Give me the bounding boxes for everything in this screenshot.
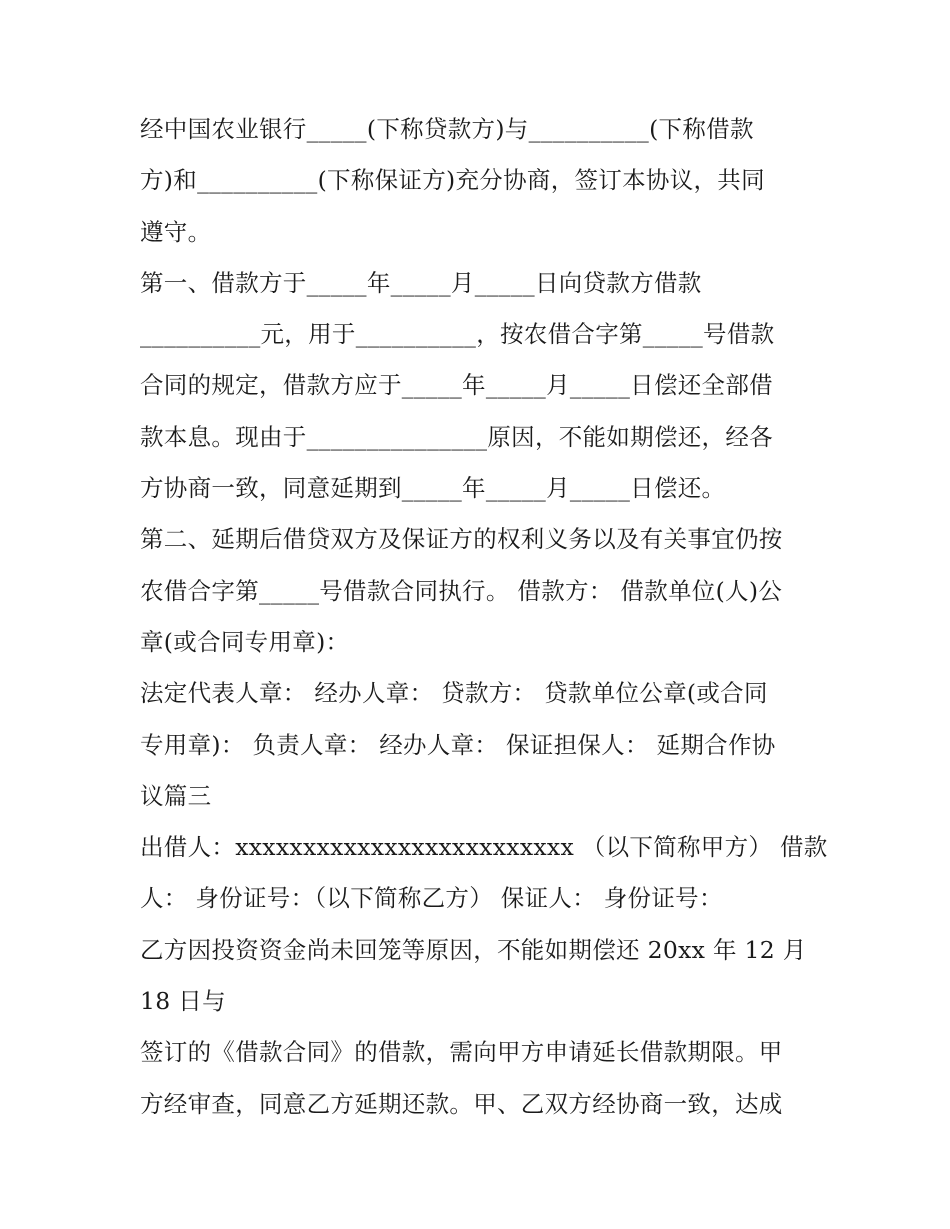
text-line: 18 日与 — [140, 987, 226, 1016]
text-line: 议篇三 — [140, 781, 212, 810]
text-line: 章(或合同专用章)： — [140, 627, 350, 656]
text-line: 农借合字第_____号借款合同执行。 借款方： 借款单位(人)公 — [140, 576, 783, 605]
text-line: 人： 身份证号：（以下简称乙方） 保证人： 身份证号： — [140, 884, 723, 913]
text-line: 法定代表人章： 经办人章： 贷款方： 贷款单位公章(或合同 — [140, 679, 768, 708]
text-line: 专用章)： 负责人章： 经办人章： 保证担保人： 延期合作协 — [140, 730, 776, 759]
text-line: 出借人：xxxxxxxxxxxxxxxxxxxxxxxxx （以下简称甲方） 借款 — [140, 833, 828, 862]
text-line: 第二、延期后借贷双方及保证方的权利义务以及有关事宜仍按 — [140, 525, 783, 554]
text-line: 遵守。 — [140, 217, 212, 246]
text-line: __________元，用于__________，按农借合字第_____号借款 — [140, 320, 775, 349]
text-line: 方)和__________(下称保证方)充分协商，签订本协议，共同 — [140, 166, 765, 195]
text-line: 乙方因投资资金尚未回笼等原因，不能如期偿还 20xx 年 12 月 — [140, 935, 807, 964]
document-body — [140, 104, 830, 1130]
text-line: 方经审查，同意乙方延期还款。甲、乙双方经协商一致，达成 — [140, 1089, 783, 1118]
text-line: 第一、借款方于_____年_____月_____日向贷款方借款 — [140, 268, 702, 297]
text-line: 签订的《借款合同》的借款，需向甲方申请延长借款期限。甲 — [140, 1038, 783, 1067]
text-line: 经中国农业银行_____(下称贷款方)与__________(下称借款 — [140, 115, 754, 143]
text-line: 方协商一致，同意延期到_____年_____月_____日偿还。 — [140, 474, 726, 503]
text-line: 款本息。现由于_______________原因，不能如期偿还，经各 — [140, 422, 773, 451]
text-line: 合同的规定，借款方应于_____年_____月_____日偿还全部借 — [140, 371, 773, 400]
